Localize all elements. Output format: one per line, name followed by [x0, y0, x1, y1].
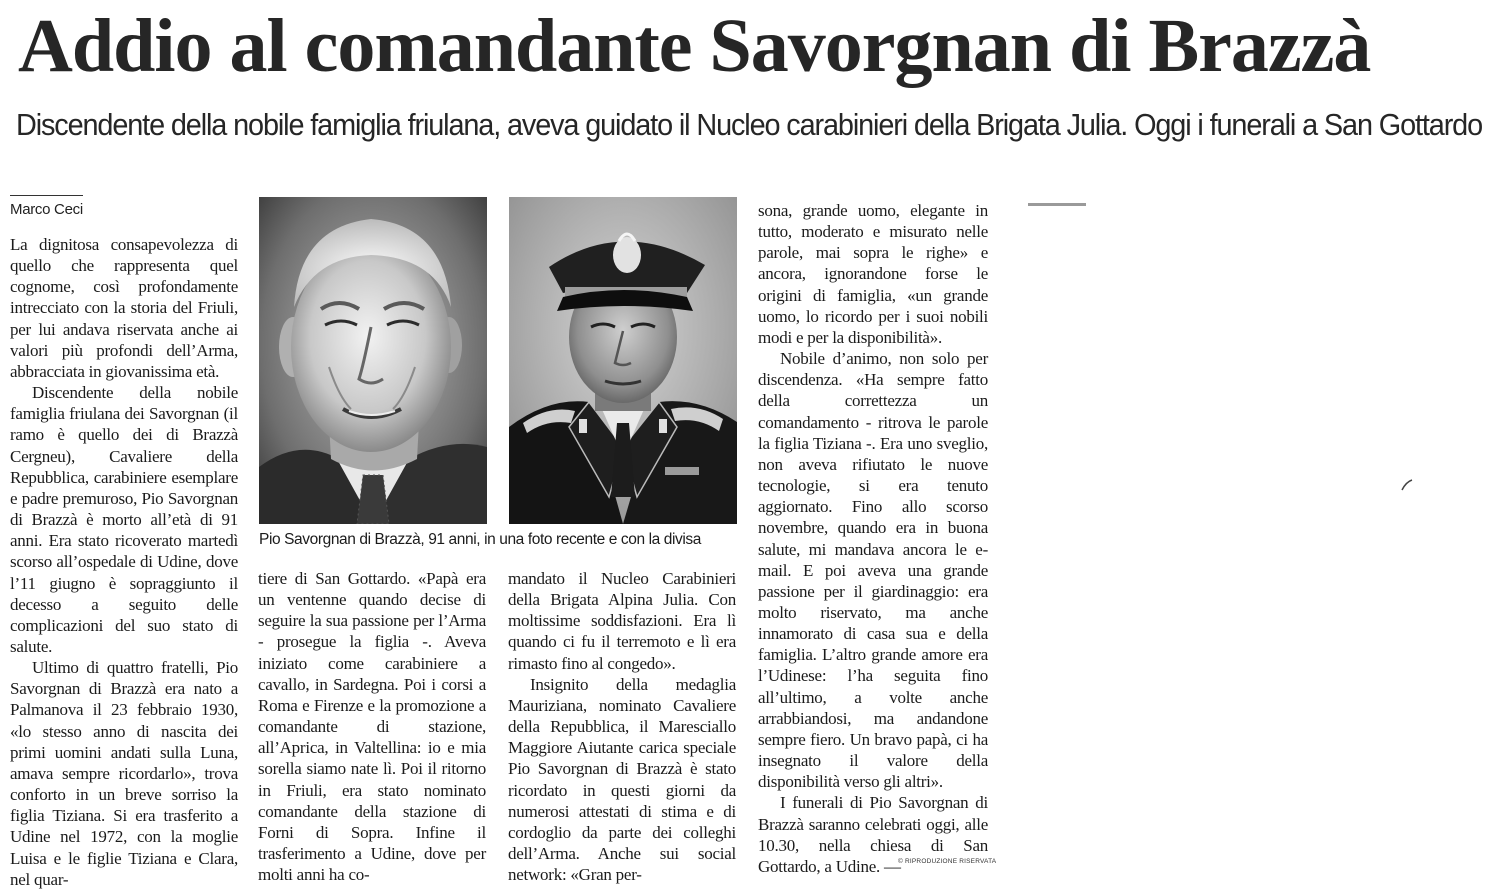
paragraph: Discendente della nobile famiglia friulana dei Savorgnan (il ramo è quello dei di Brazzà Cergneu), Cavaliere della Repubblica, carabiniere esemplare e padre premuroso, Pio Savorgnan di Brazzà è morto all’età di 91 anni. Era stato ricoverato martedì scorso all’ospedale di Udine, dove l’11 giugno è sopraggiunto il decesso a seguito delle complicazioni del suo stato di salute. [10, 383, 238, 656]
headline: Addio al comandante Savorgnan di Brazzà [18, 4, 1371, 88]
portrait-carabiniere-uniform-photo [509, 197, 737, 524]
subheadline: Discendente della nobile famiglia friulana, aveva guidato il Nucleo carabinieri della Brigata Julia. Oggi i funerali a San Gottardo [16, 107, 1483, 142]
paragraph: Insignito della medaglia Mauriziana, nominato Cavaliere della Repubblica, il Maresciallo Maggiore Aiutante carica speciale Pio Savorgnan di Brazzà è stato ricordato in questi giorni da numerosi attestati di stima e di cordoglio da parte dei colleghi dell’Arma. Anche sui social network: «Gran per- [508, 674, 736, 885]
paragraph: Nobile d’animo, non solo per discendenza. «Ha sempre fatto della correttezza un comandamento - ritrova le parole la figlia Tiziana -. Era uno sveglio, non aveva rifiutato le nuove tecnologie, si era tenuto aggiornato. Fino allo scorso novembre, quando era in buona salute, mi mandava ancora le e-mail. E poi aveva una grande passione per il giardinaggio: era molto riservato, ma anche innamorato di casa sua e della famiglia. L’altro grande amore era l’Udinese: l’ha seguita fino all’ultimo, a volte anche arrabbiandosi, ma andandone sempre fiero. Un bravo papà, ci ha insegnato il valore della disponibilità verso gli altri». [758, 349, 988, 792]
article-column-2 [258, 568, 486, 885]
article-column-4 [758, 200, 988, 877]
paragraph: I funerali di Pio Savorgnan di Brazzà saranno celebrati oggi, alle 10.30, nella chiesa di San Gottardo, a Udine. — [758, 793, 988, 876]
paragraph: La dignitosa consapevolezza di quello che rappresenta quel cognome, così profondamente intrecciato con la storia del Friuli, per lui andava riservata anche ai valori più profondi dell’Arma, abbracciata in giovanissima età. [10, 235, 238, 381]
copyright-notice: © RIPRODUZIONE RISERVATA [898, 858, 997, 865]
byline: Marco Ceci [10, 195, 83, 220]
portrait-elderly-man-photo [259, 197, 487, 524]
paragraph: sona, grande uomo, elegante in tutto, moderato e misurato nelle parole, mai sopra le righe» e ancora, ignorandone forse le origini di famiglia, «un grande uomo, lo ricordo per i suoi nobili modi e per la disponibilità». [758, 201, 988, 347]
photo-caption: Pio Savorgnan di Brazzà, 91 anni, in una foto recente e con la divisa [259, 531, 702, 548]
paragraph: Ultimo di quattro fratelli, Pio Savorgnan di Brazzà era nato a Palmanova il 23 febbraio 1930, «lo stesso anno di nascita dei primi uomini andati sulla Luna, amava sempre ricordarlo», trova conforto in un breve sorriso la figlia Tiziana. Si era trasferito a Udine nel 1972, con la moglie Luisa e le figlie Tiziana e Clara, nel quar- [10, 658, 238, 889]
scan-artifact-stroke [1400, 478, 1414, 492]
article-column-3 [508, 568, 736, 885]
paragraph: mandato il Nucleo Carabinieri della Brigata Alpina Julia. Con moltissime soddisfazioni. Era lì quando ci fu il terremoto e lì era rimasto fino al congedo». [508, 569, 736, 673]
paragraph: tiere di San Gottardo. «Papà era un ventenne quando decise di seguire la sua passione per l’Arma - prosegue la figlia -. Aveva iniziato come carabiniere a cavallo, in Sardegna. Poi i corsi a Roma e Firenze e la promozione a comandante di stazione, all’Aprica, in Valtellina: io e mia sorella siamo nate lì. Poi il ritorno in Friuli, era stato nominato comandante della stazione di Forni di Sopra. Infine il trasferimento a Udine, dove per molti anni ha co- [258, 569, 486, 885]
article-column-1 [10, 234, 238, 890]
scan-artifact-mark [1028, 201, 1088, 209]
